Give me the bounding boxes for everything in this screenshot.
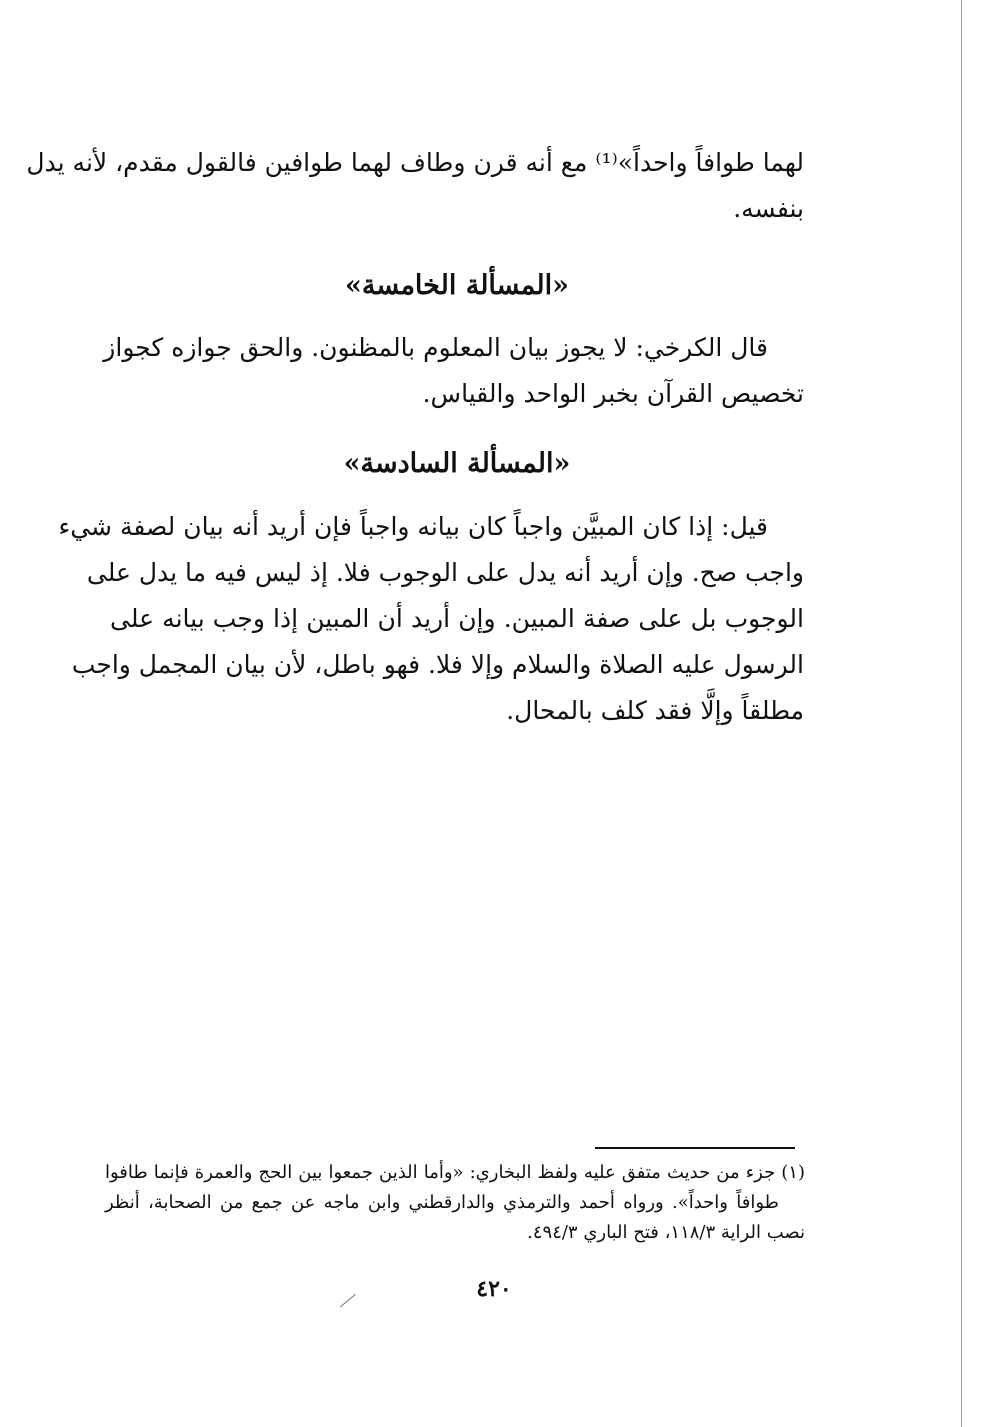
intro-line: لهما طوافاً واحداً»⁽¹⁾ مع أنه قرن وطاف لهما طوافين فالقول مقدم، لأنه يدل bbox=[26, 148, 804, 177]
footnote bbox=[105, 1158, 805, 1248]
section-6-line: مطلقاً وإلَّا فقد كلف بالمحال. bbox=[506, 696, 804, 725]
page-number: ٤٢٠ bbox=[476, 1276, 512, 1302]
section-5-line: قال الكرخي: لا يجوز بيان المعلوم بالمظنون. والحق جوازه كجواز bbox=[103, 333, 768, 362]
section-6-heading: «المسألة السادسة» bbox=[343, 448, 571, 479]
section-6-line: واجب صح. وإن أريد أنه يدل على الوجوب فلا. إذ ليس فيه ما يدل على bbox=[86, 558, 804, 587]
page-edge-line bbox=[961, 0, 962, 1427]
footnote-line: طوافاً واحداً». ورواه أحمد والترمذي والدارقطني وابن ماجه عن جمع من الصحابة، أنظر bbox=[105, 1192, 779, 1213]
section-5-heading: «المسألة الخامسة» bbox=[345, 270, 569, 301]
intro-paragraph bbox=[26, 140, 804, 232]
section-6-line: قيل: إذا كان المبيَّن واجباً كان بيانه واجباً فإن أريد أنه بيان لصفة شيء bbox=[58, 512, 768, 541]
footnote-line: (١) جزء من حديث متفق عليه ولفظ البخاري: «وأما الذين جمعوا بين الحج والعمرة فإنما طافوا bbox=[105, 1162, 805, 1183]
footnote-separator bbox=[595, 1147, 795, 1149]
footnote-line: نصب الراية ١١٨/٣، فتح الباري ٤٩٤/٣. bbox=[527, 1222, 805, 1243]
section-5-line: تخصيص القرآن بخبر الواحد والقياس. bbox=[422, 379, 804, 408]
intro-line: بنفسه. bbox=[733, 194, 804, 223]
section-6-line: الوجوب بل على صفة المبين. وإن أريد أن المبين إذا وجب بيانه على bbox=[110, 604, 804, 633]
section-6-paragraph bbox=[58, 504, 804, 734]
section-5-paragraph bbox=[103, 325, 804, 417]
section-6-line: الرسول عليه الصلاة والسلام وإلا فلا. فهو باطل، لأن بيان المجمل واجب bbox=[71, 650, 804, 679]
